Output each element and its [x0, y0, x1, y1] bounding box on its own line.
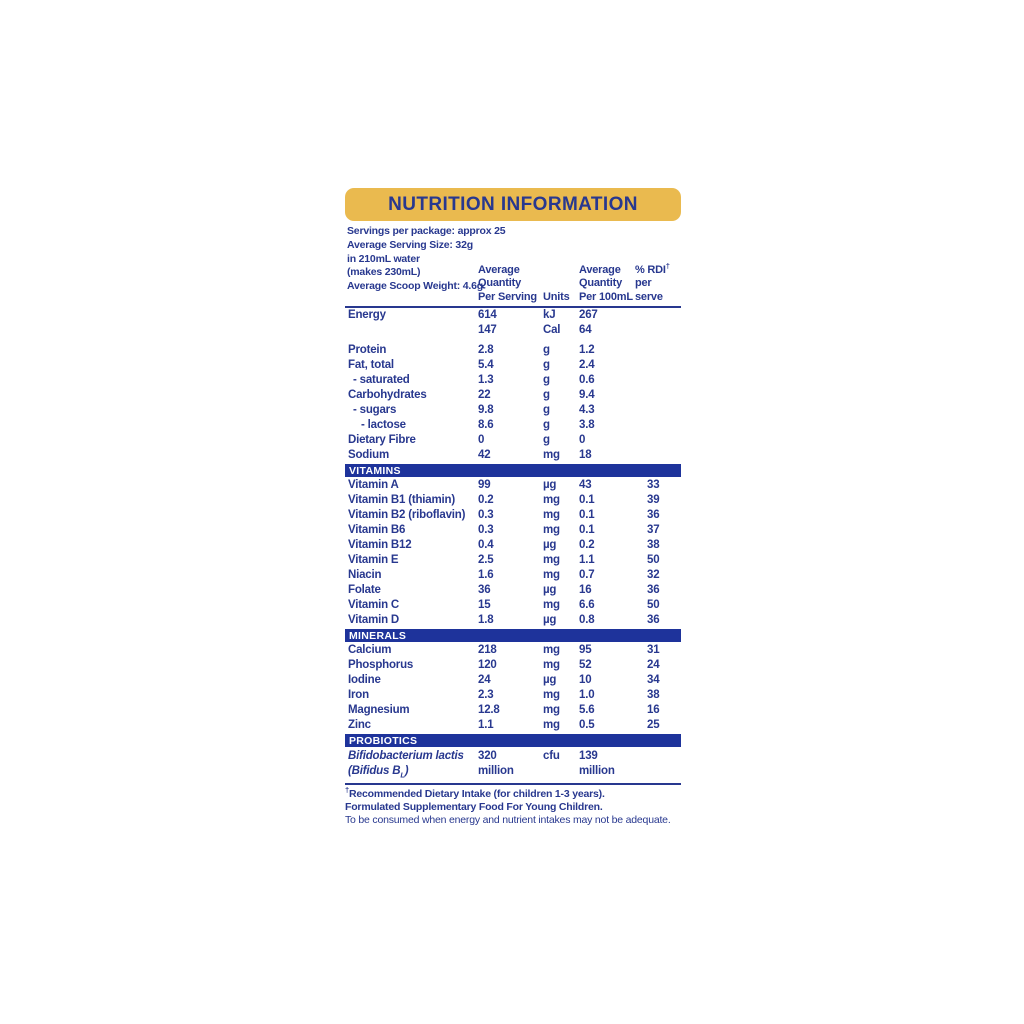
table-row: [345, 553, 681, 568]
section-header-probiotics: PROBIOTICS: [345, 734, 681, 747]
table-row: [345, 448, 681, 463]
units-value: mg: [543, 704, 560, 716]
row-label: Iodine: [348, 674, 381, 686]
per-100ml-value: 2.4: [579, 359, 595, 371]
units-value: mg: [543, 599, 560, 611]
per-100ml-value: 4.3: [579, 404, 595, 416]
per-serving-value: 2.5: [478, 554, 494, 566]
table-row: [345, 703, 681, 718]
row-label: Iron: [348, 689, 369, 701]
row-label: Carbohydrates: [348, 389, 427, 401]
units-value: g: [543, 389, 550, 401]
rdi-value: [635, 448, 681, 463]
table-body: [345, 308, 681, 733]
per-serving-value: 22: [478, 389, 491, 401]
per-serving-value: 120: [478, 659, 497, 671]
row-label: Phosphorus: [348, 659, 414, 671]
row-label: Vitamin C: [348, 599, 400, 611]
table-row: [345, 508, 681, 523]
rdi-value: [635, 388, 681, 403]
table-row: [345, 568, 681, 583]
serving-info-line: (makes 230mL): [347, 266, 421, 279]
units-value: µg: [543, 614, 557, 626]
per-100ml-value: 5.6: [579, 704, 595, 716]
per-100ml-value: 267: [579, 309, 598, 321]
rdi-value: [635, 373, 681, 388]
units-value: Cal: [543, 324, 561, 336]
row-label: Folate: [348, 584, 381, 596]
units-value: mg: [543, 719, 560, 731]
units-value: mg: [543, 689, 560, 701]
probiotic-serving-unit-word: million: [478, 765, 514, 777]
probiotic-name-line2: [348, 764, 478, 779]
rdi-value: 36: [647, 584, 660, 596]
per-serving-value: 614: [478, 309, 497, 321]
table-row: [345, 388, 681, 403]
table-row: [345, 358, 681, 373]
per-100ml-value: 95: [579, 644, 592, 656]
per-100ml-label-line1: Average: [579, 263, 621, 276]
table-row: [345, 493, 681, 508]
nutrition-panel: [345, 188, 681, 827]
units-value: mg: [543, 449, 560, 461]
table-row: [345, 538, 681, 553]
per-100ml-value: 1.2: [579, 344, 595, 356]
row-label: Vitamin E: [348, 554, 399, 566]
per-serving-value: 1.6: [478, 569, 494, 581]
probiotic-per-100ml-value: [579, 749, 635, 779]
rdi-value: 25: [647, 719, 660, 731]
units-value: kJ: [543, 309, 556, 321]
units-value: µg: [543, 539, 557, 551]
serving-info-line: Servings per package: approx 25: [347, 225, 506, 237]
probiotic-per100-number: 139: [579, 750, 598, 762]
footnote-divider: [345, 783, 681, 785]
row-label: Fat, total: [348, 359, 394, 371]
per-serving-label-line1: Average: [478, 263, 520, 276]
rdi-value: 16: [647, 704, 660, 716]
per-serving-value: 0.4: [478, 539, 494, 551]
per-serving-value: 0.3: [478, 524, 494, 536]
rdi-value: 37: [647, 524, 660, 536]
table-row: [345, 583, 681, 598]
row-label: Vitamin D: [348, 614, 400, 626]
probiotic-name-line1: Bifidobacterium lactis: [348, 750, 464, 762]
table-row: [345, 658, 681, 673]
per-serving-value: 9.8: [478, 404, 494, 416]
units-value: mg: [543, 554, 560, 566]
column-header-per-serving: [478, 264, 537, 305]
units-value: g: [543, 374, 550, 386]
row-label: Vitamin A: [348, 479, 399, 491]
table-row: [345, 433, 681, 448]
units-value: g: [543, 434, 550, 446]
per-100ml-value: 0.5: [579, 719, 595, 731]
per-serving-value: 218: [478, 644, 497, 656]
footnote-line: Formulated Supplementary Food For Young Children.: [345, 800, 603, 813]
per-100ml-value: 3.8: [579, 419, 595, 431]
units-value: mg: [543, 509, 560, 521]
units-value: mg: [543, 494, 560, 506]
table-row: [345, 418, 681, 433]
per-100ml-label-line3: Per 100mL: [579, 290, 633, 303]
per-serving-value: 2.3: [478, 689, 494, 701]
units-value: g: [543, 359, 550, 371]
row-label: [345, 323, 478, 338]
row-label: Zinc: [348, 719, 371, 731]
per-100ml-value: 9.4: [579, 389, 595, 401]
table-row: [345, 343, 681, 358]
units-value: mg: [543, 644, 560, 656]
row-label: Niacin: [348, 569, 382, 581]
per-100ml-value: 64: [579, 324, 592, 336]
units-value: µg: [543, 674, 557, 686]
per-100ml-value: 6.6: [579, 599, 595, 611]
per-serving-value: 5.4: [478, 359, 494, 371]
probiotic-rdi: [635, 749, 681, 779]
rdi-dagger: †: [665, 260, 670, 270]
table-row: [345, 323, 681, 338]
per-100ml-value: 0.7: [579, 569, 595, 581]
per-100ml-value: 1.0: [579, 689, 595, 701]
row-label: - saturated: [353, 374, 410, 386]
rdi-value: 36: [647, 509, 660, 521]
column-header-units: [543, 291, 570, 305]
per-serving-value: 0.2: [478, 494, 494, 506]
per-100ml-value: 18: [579, 449, 592, 461]
rdi-label-text: % RDI: [635, 263, 666, 276]
per-100ml-value: 52: [579, 659, 592, 671]
per-100ml-value: 0.1: [579, 494, 595, 506]
rdi-value: [635, 343, 681, 358]
table-row: [345, 718, 681, 733]
table-row: [345, 598, 681, 613]
units-value: mg: [543, 569, 560, 581]
per-serving-value: 42: [478, 449, 491, 461]
table-row: [345, 688, 681, 703]
row-label: - lactose: [361, 419, 406, 431]
row-label: Sodium: [348, 449, 389, 461]
row-label: Vitamin B12: [348, 539, 412, 551]
serving-info-line: Average Scoop Weight: 4.6g: [347, 280, 483, 293]
column-header-rdi: [635, 260, 681, 305]
row-label: Vitamin B2 (riboflavin): [348, 509, 466, 521]
units-value: g: [543, 344, 550, 356]
table-row: [345, 308, 681, 323]
row-label: - sugars: [353, 404, 397, 416]
rdi-value: 50: [647, 599, 660, 611]
per-100ml-value: 0: [579, 434, 586, 446]
per-serving-value: 99: [478, 479, 491, 491]
per-serving-value: 36: [478, 584, 491, 596]
section-header-minerals: MINERALS: [345, 629, 681, 642]
per-100ml-value: 0.8: [579, 614, 595, 626]
probiotic-per100-unit-word: million: [579, 765, 615, 777]
serving-info-line: in 210mL water: [347, 252, 420, 265]
per-serving-label-line3: Per Serving: [478, 290, 537, 303]
per-serving-value: 15: [478, 599, 491, 611]
table-row: [345, 523, 681, 538]
row-label: Vitamin B1 (thiamin): [348, 494, 455, 506]
rdi-value: [635, 358, 681, 373]
rdi-label-line1: [635, 260, 681, 278]
rdi-value: [635, 323, 681, 338]
units-value: µg: [543, 584, 557, 596]
rdi-value: 39: [647, 494, 660, 506]
probiotic-name: [345, 749, 478, 779]
per-100ml-value: 0.6: [579, 374, 595, 386]
row-label: Energy: [348, 309, 386, 321]
per-serving-value: 8.6: [478, 419, 494, 431]
table-row: [345, 673, 681, 688]
rdi-value: 36: [647, 614, 660, 626]
units-label: Units: [543, 290, 570, 303]
column-header-per-100ml: [579, 264, 633, 305]
per-serving-value: 0.3: [478, 509, 494, 521]
units-value: µg: [543, 479, 557, 491]
units-value: mg: [543, 659, 560, 671]
rdi-label-line2: per serve: [635, 277, 663, 303]
per-100ml-value: 0.2: [579, 539, 595, 551]
rdi-value: 33: [647, 479, 660, 491]
rdi-value: 38: [647, 539, 660, 551]
section-header-vitamins: VITAMINS: [345, 464, 681, 477]
rdi-value: 34: [647, 674, 660, 686]
rdi-value: [635, 418, 681, 433]
probiotic-name-line2-post: ): [404, 765, 409, 777]
table-row: [345, 613, 681, 628]
per-serving-value: 12.8: [478, 704, 500, 716]
title-banner: [345, 188, 681, 221]
rdi-value: 50: [647, 554, 660, 566]
page-title: NUTRITION INFORMATION: [388, 193, 638, 215]
per-serving-value: 1.3: [478, 374, 494, 386]
footnote-line: To be consumed when energy and nutrient intakes may not be adequate.: [345, 813, 671, 826]
per-serving-value: 1.1: [478, 719, 494, 731]
per-100ml-value: 0.1: [579, 509, 595, 521]
per-serving-value: 1.8: [478, 614, 494, 626]
rdi-value: [635, 403, 681, 418]
per-serving-value: 0: [478, 434, 485, 446]
per-serving-value: 2.8: [478, 344, 494, 356]
serving-info-line: Average Serving Size: 32g: [347, 238, 473, 251]
footnotes: [345, 785, 681, 827]
footnote-dagger: †: [345, 785, 349, 794]
table-row: [345, 478, 681, 493]
per-serving-value: 24: [478, 674, 491, 686]
per-serving-label-line2: Quantity: [478, 277, 522, 289]
rdi-value: 38: [647, 689, 660, 701]
per-serving-value: 147: [478, 324, 497, 336]
probiotic-units: cfu: [543, 750, 560, 762]
probiotic-name-subscript: L: [400, 770, 405, 779]
per-100ml-value: 1.1: [579, 554, 595, 566]
units-value: g: [543, 419, 550, 431]
rdi-value: 32: [647, 569, 660, 581]
probiotic-per-serving-value: [478, 749, 543, 779]
row-label: Dietary Fibre: [348, 434, 416, 446]
rdi-value: [635, 433, 681, 448]
per-100ml-value: 10: [579, 674, 592, 686]
row-label: Magnesium: [348, 704, 410, 716]
table-row: [345, 643, 681, 658]
row-label: Protein: [348, 344, 387, 356]
per-100ml-value: 0.1: [579, 524, 595, 536]
row-label: Vitamin B6: [348, 524, 406, 536]
per-100ml-label-line2: Quantity: [579, 277, 623, 289]
rdi-value: [635, 308, 681, 323]
units-value: g: [543, 404, 550, 416]
table-row: [345, 403, 681, 418]
per-100ml-value: 16: [579, 584, 592, 596]
probiotics-row: [345, 749, 681, 779]
probiotic-serving-number: 320: [478, 750, 497, 762]
footnote-line: †Recommended Dietary Intake (for children 1-3 years).: [345, 785, 605, 800]
table-row: [345, 373, 681, 388]
table-header: [345, 221, 681, 306]
rdi-value: 31: [647, 644, 660, 656]
units-value: mg: [543, 524, 560, 536]
probiotic-name-line2-pre: (Bifidus B: [348, 765, 401, 777]
per-100ml-value: 43: [579, 479, 592, 491]
row-label: Calcium: [348, 644, 392, 656]
rdi-value: 24: [647, 659, 660, 671]
